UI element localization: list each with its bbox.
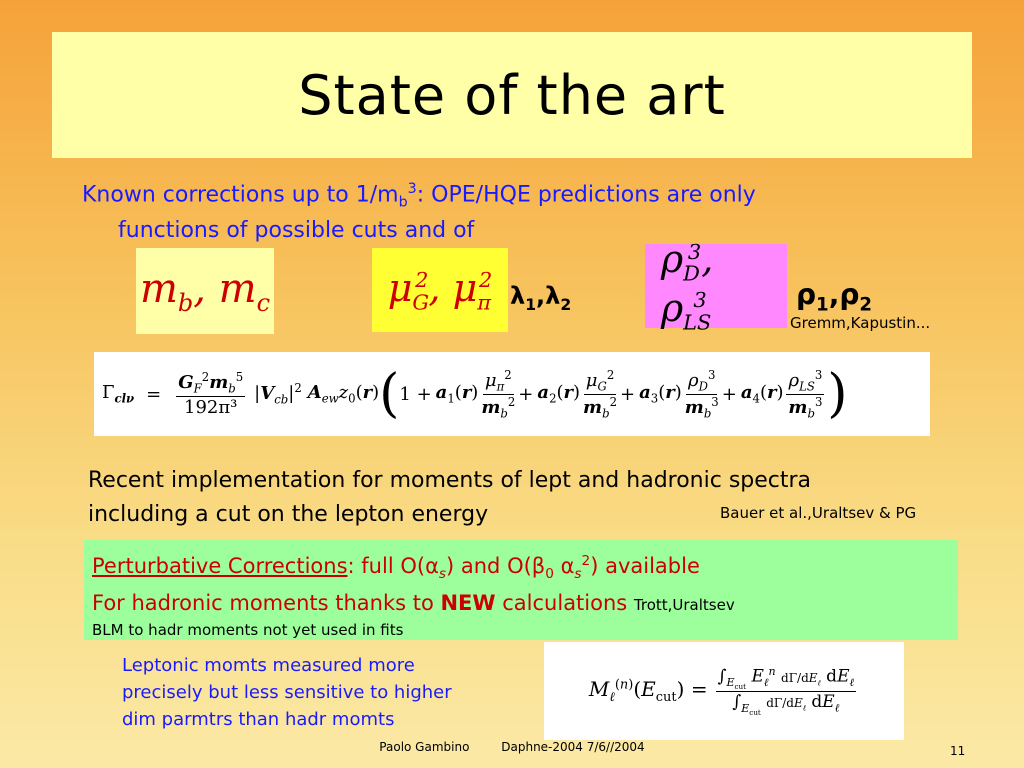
leptonic-line-3: dim parmtrs than hadr momts bbox=[122, 709, 395, 730]
formula-equals: = bbox=[146, 383, 162, 405]
intro-text bbox=[82, 176, 962, 244]
mu-params-box bbox=[372, 248, 508, 332]
rho12-params: $\rho_1,\rho_2$ bbox=[796, 278, 873, 316]
had-new: NEW bbox=[440, 591, 496, 616]
title-box bbox=[52, 32, 972, 158]
moment-lhs: $M_\ell^{(n)}(E_{cut})$ = bbox=[588, 677, 708, 705]
perturbative-link[interactable]: Perturbative Corrections bbox=[92, 554, 348, 578]
leptonic-line-2: precisely but less sensitive to higher bbox=[122, 682, 452, 703]
leptonic-text bbox=[122, 652, 542, 733]
pert-s-1: s bbox=[438, 566, 447, 583]
had-pre: For hadronic moments thanks to bbox=[92, 591, 441, 616]
formula-frac-mug: $\frac{\mu_G^2}{m_b^2}$ bbox=[583, 367, 618, 421]
footer bbox=[0, 740, 1024, 754]
formula-one: 1 + bbox=[399, 383, 432, 405]
moment-frac bbox=[716, 665, 857, 717]
footer-author: Paolo Gambino bbox=[379, 740, 470, 754]
pert-a: : full O( bbox=[347, 554, 426, 578]
moment-den: $\int_{E_{cut}}$ $d\Gamma/dE_\ell$ $dE_\ell$ bbox=[732, 692, 840, 717]
had-post: calculations bbox=[495, 591, 634, 616]
formula-a2: $a_2(r)$ bbox=[537, 382, 581, 406]
moment-num: $\int_{E_{cut}}$ $E_\ell^n$ $d\Gamma/dE_\ell$ $dE_\ell$ bbox=[717, 665, 855, 692]
intro-pre: Known corrections up to 1/m bbox=[82, 182, 399, 208]
recent-line-2: including a cut on the lepton energy bbox=[88, 502, 489, 527]
formula-paren-open: ( bbox=[379, 364, 400, 424]
width-formula bbox=[94, 352, 930, 436]
pert-two: 2 bbox=[581, 553, 591, 569]
formula-aew: $A_{ew}z_0(r)$ bbox=[307, 382, 380, 406]
pert-alpha-1: α bbox=[425, 554, 439, 578]
formula-prefactor-den: 192π³ bbox=[184, 396, 238, 418]
mass-params-box bbox=[136, 248, 274, 334]
rho-params: $\rho_D^3$, $\rho_{LS}^3$ bbox=[660, 237, 714, 335]
moment-formula bbox=[544, 642, 904, 740]
gremm-citation: Gremm,Kapustin... bbox=[790, 314, 931, 332]
trott-citation: Trott,Uraltsev bbox=[633, 596, 735, 615]
formula-a3: $a_3(r)$ bbox=[639, 382, 682, 406]
hadronic-line bbox=[92, 589, 950, 619]
formula-paren-close: ) bbox=[827, 364, 848, 424]
intro-sub: b bbox=[398, 194, 408, 211]
recent-line-1: Recent implementation for moments of lept and hadronic spectra bbox=[88, 468, 812, 493]
perturbative-line bbox=[92, 546, 950, 589]
intro-line-1 bbox=[82, 176, 962, 217]
lambda-params: $\lambda_1,\lambda_2$ bbox=[510, 282, 572, 314]
perturbative-box bbox=[84, 540, 958, 640]
pert-zero: 0 bbox=[545, 566, 554, 583]
bauer-citation: Bauer et al.,Uraltsev & PG bbox=[720, 504, 917, 522]
pert-d: ) available bbox=[590, 554, 700, 578]
pert-s-2: s bbox=[574, 566, 582, 583]
pert-c: α bbox=[553, 554, 575, 578]
formula-a4: $a_4(r)$ bbox=[740, 382, 784, 406]
formula-frac-rhols: $\frac{\rho_{LS}^3}{m_b^3}$ bbox=[788, 367, 823, 421]
formula-plus-1: + bbox=[518, 383, 534, 405]
pert-b: ) and O(β bbox=[446, 554, 546, 578]
formula-gamma: $\Gamma_{cl\nu}$ bbox=[102, 382, 135, 406]
formula-a1: $a_1(r)$ bbox=[435, 382, 479, 406]
footer-event: Daphne-2004 7/6//2004 bbox=[501, 740, 645, 754]
formula-prefactor: $\frac{G_F^2m_b^5}{\text{192π³}}$ bbox=[178, 370, 244, 418]
formula-plus-2: + bbox=[620, 383, 636, 405]
formula-plus-3: + bbox=[721, 383, 737, 405]
intro-sup: 3 bbox=[407, 181, 417, 197]
intro-line-2: functions of possible cuts and of bbox=[118, 217, 475, 243]
blm-line: BLM to hadr moments not yet used in fits bbox=[92, 621, 404, 640]
mu-params: $\mu_G^2$, $\mu_\pi^2$ bbox=[387, 265, 493, 315]
slide-title: State of the art bbox=[298, 63, 726, 127]
formula-vcb: $|V_{cb}|^2$ bbox=[254, 381, 302, 407]
leptonic-line-1: Leptonic momts measured more bbox=[122, 655, 415, 676]
rho-params-box bbox=[645, 237, 787, 335]
formula-frac-mupi: $\frac{\mu_\pi^2}{m_b^2}$ bbox=[481, 367, 516, 421]
mass-params: $m_b$, $m_c$ bbox=[139, 265, 271, 317]
formula-frac-rhod: $\frac{\rho_D^3}{m_b^3}$ bbox=[684, 367, 719, 421]
intro-post: : OPE/HQE predictions are only bbox=[416, 182, 756, 208]
page-number: 11 bbox=[950, 744, 966, 758]
